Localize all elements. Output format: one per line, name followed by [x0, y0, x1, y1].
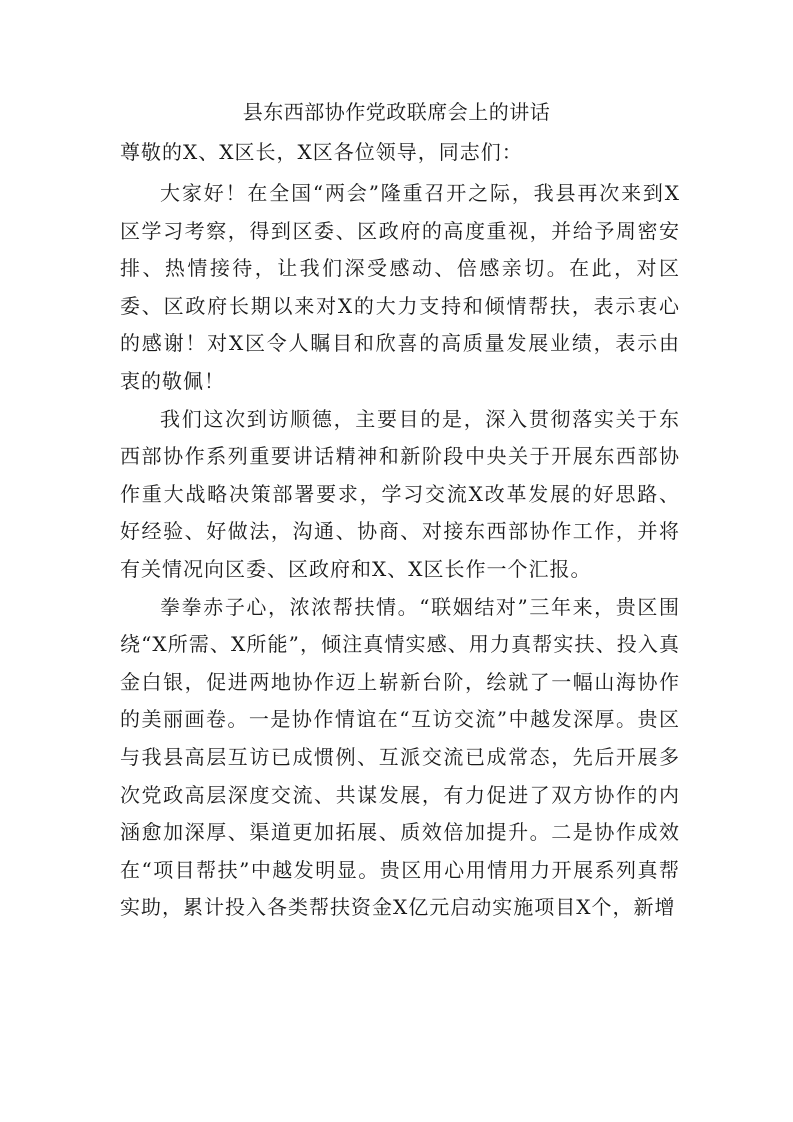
document-title: 县东西部协作党政联席会上的讲话 [242, 100, 551, 124]
salutation: 尊敬的X、X区长，X区各位领导，同志们： [120, 140, 523, 164]
document-body [120, 175, 680, 927]
paragraph-achievements: 拳拳赤子心，浓浓帮扶情。“联姻结对”三年来，贵区围绕“X所需、X所能”，倾注真情实感、用力真帮实扶、投入真金白银，促进两地协作迈上崭新台阶，绘就了一幅山海协作的美丽画卷。一是协作情谊在“互访交流”中越发深厚。贵区与我县高层互访已成惯例、互派交流已成常态，先后开展多次党政高层深度交流、共谋发展，有力促进了双方协作的内涵愈加深厚、渠道更加拓展、质效倍加提升。二是协作成效在“项目帮扶”中越发明显。贵区用心用情用力开展系列真帮实助，累计投入各类帮扶资金X亿元启动实施项目X个，新增 [120, 594, 680, 920]
paragraph-purpose: 我们这次到访顺德，主要目的是，深入贯彻落实关于东西部协作系列重要讲话精神和新阶段中央关于开展东西部协作重大战略决策部署要求，学习交流X改革发展的好思路、好经验、好做法，沟通、协商、对接东西部协作工作，并将有关情况向区委、区政府和X、X区长作一个汇报。 [120, 406, 680, 581]
paragraph-greeting: 大家好！在全国“两会”隆重召开之际，我县再次来到X区学习考察，得到区委、区政府的高度重视，并给予周密安排、热情接待，让我们深受感动、倍感亲切。在此，对区委、区政府长期以来对X的大力支持和倾情帮扶，表示衷心的感谢！对X区令人瞩目和欣喜的高质量发展业绩，表示由衷的敬佩！ [120, 181, 680, 393]
